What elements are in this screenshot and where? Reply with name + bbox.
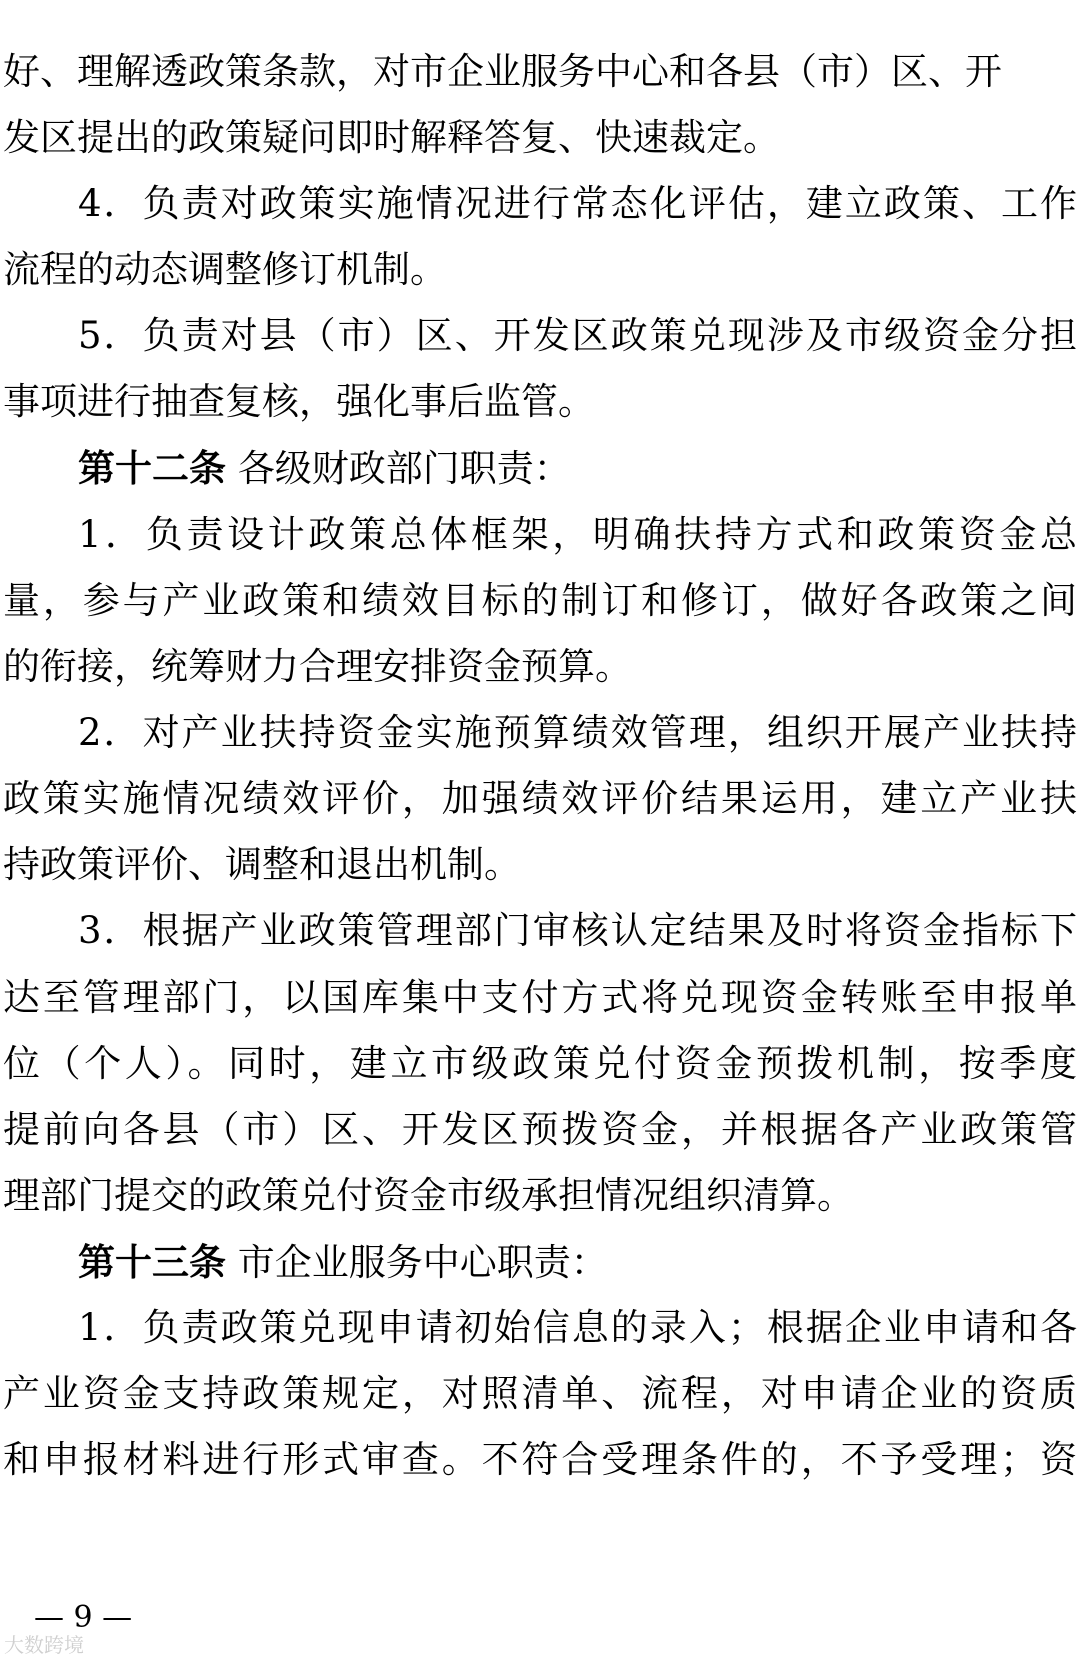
text-line: 的衔接，统筹财力合理安排资金预算。 bbox=[3, 645, 632, 688]
text-line: 提前向各县（市）区、开发区预拨资金，并根据各产业政策管 bbox=[3, 1108, 1077, 1151]
text-line: 产业资金支持政策规定，对照清单、流程，对申请企业的资质 bbox=[3, 1372, 1077, 1415]
text-line: 2．对产业扶持资金实施预算绩效管理，组织开展产业扶持 bbox=[78, 711, 1077, 754]
watermark: 大数跨境 bbox=[4, 1633, 84, 1657]
text-line: 1．负责设计政策总体框架，明确扶持方式和政策资金总 bbox=[78, 513, 1077, 556]
text-line: 和申报材料进行形式审查。不符合受理条件的，不予受理；资 bbox=[3, 1438, 1077, 1481]
article-number: 第十二条 bbox=[78, 446, 226, 490]
text-line: 持政策评价、调整和退出机制。 bbox=[3, 843, 521, 886]
article-title: 市企业服务中心职责： bbox=[237, 1241, 608, 1284]
article-heading bbox=[78, 1234, 1077, 1290]
text-line: 好、理解透政策条款，对市企业服务中心和各县（市）区、开 bbox=[3, 50, 1002, 93]
text-line: 政策实施情况绩效评价，加强绩效评价结果运用，建立产业扶 bbox=[3, 777, 1077, 820]
article-heading bbox=[78, 440, 1077, 496]
text-line: 量，参与产业政策和绩效目标的制订和修订，做好各政策之间 bbox=[3, 579, 1077, 622]
text-line: 发区提出的政策疑问即时解释答复、快速裁定。 bbox=[3, 116, 780, 159]
text-line: 5．负责对县（市）区、开发区政策兑现涉及市级资金分担 bbox=[78, 314, 1077, 357]
text-line: 理部门提交的政策兑付资金市级承担情况组织清算。 bbox=[3, 1174, 854, 1217]
text-line: 流程的动态调整修订机制。 bbox=[3, 248, 447, 291]
text-line: 4．负责对政策实施情况进行常态化评估，建立政策、工作 bbox=[78, 182, 1077, 225]
page-number: — 9 — bbox=[34, 1600, 133, 1635]
text-line: 1．负责政策兑现申请初始信息的录入；根据企业申请和各 bbox=[78, 1306, 1077, 1349]
text-line: 达至管理部门，以国库集中支付方式将兑现资金转账至申报单 bbox=[3, 976, 1077, 1019]
text-line: 事项进行抽查复核，强化事后监管。 bbox=[3, 380, 595, 423]
article-title: 各级财政部门职责： bbox=[237, 447, 571, 490]
text-line: 位（个人）。同时，建立市级政策兑付资金预拨机制，按季度 bbox=[3, 1042, 1077, 1085]
text-line: 3．根据产业政策管理部门审核认定结果及时将资金指标下 bbox=[78, 909, 1077, 952]
article-number: 第十三条 bbox=[78, 1240, 226, 1284]
